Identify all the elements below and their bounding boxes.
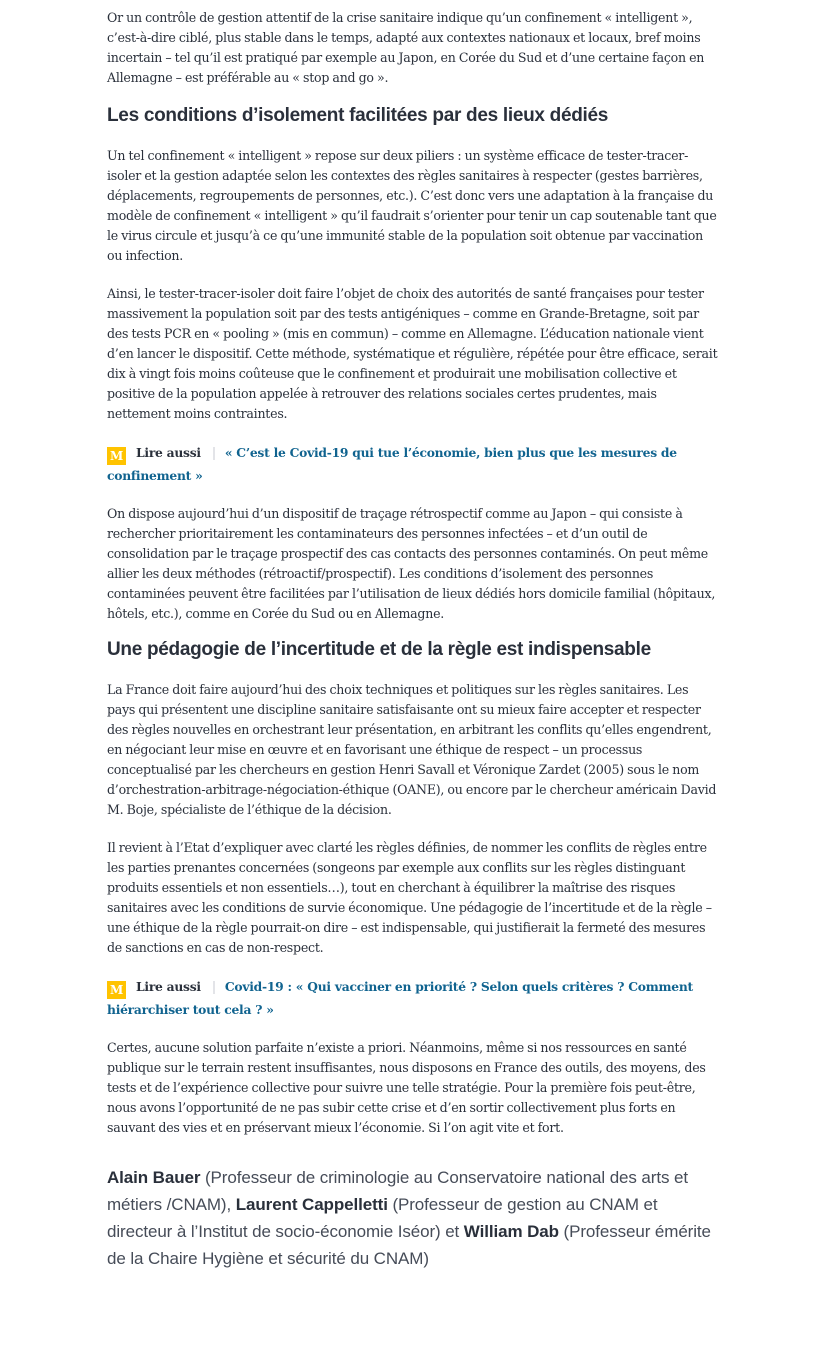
author-role: (Professeur de gestion au CNAM et directeur à l’Institut de socio-économie Iséor) et bbox=[107, 1195, 658, 1241]
separator: | bbox=[211, 979, 216, 994]
author-name: Laurent Cappelletti bbox=[235, 1195, 388, 1214]
read-also-block bbox=[107, 442, 719, 486]
author-name: Alain Bauer bbox=[107, 1168, 201, 1187]
separator: | bbox=[211, 445, 216, 460]
article-body bbox=[107, 0, 719, 1272]
le-monde-logo-icon: M bbox=[107, 981, 126, 999]
author-role: (Professeur émérite de la Chaire Hygiène et sécurité du CNAM) bbox=[107, 1222, 711, 1268]
paragraph: La France doit faire aujourd’hui des choix techniques et politiques sur les règles sanitaires. Les pays qui présentent une discipline sanitaire satisfaisante ont su mieux faire accepter et respecter des règles nouvelles en orchestrant leur présentation, en arbitrant les conflits qu’elles engendrent, en négociant leur mise en œuvre et en favorisant une éthique de respect – un processus conceptualisé par les chercheurs en gestion Henri Savall et Véronique Zardet (2005) sous le nom d’orchestration-arbitrage-négociation-éthique (OANE), ou encore par le chercheur américain David M. Boje, spécialiste de l’éthique de la décision. bbox=[107, 682, 717, 817]
author-name: William Dab bbox=[463, 1222, 559, 1241]
paragraph: Un tel confinement « intelligent » repose sur deux piliers : un système efficace de tester-tracer-isoler et la gestion adaptée selon les contextes des règles sanitaires à respecter (gestes barrières, déplacements, regroupements de personnes, etc.). C’est donc vers une adaptation à la française du modèle de confinement « intelligent » qu’il faudrait s’orienter pour tenir un cap soutenable tant que le virus circule et jusqu’à ce qu’une immunité stable de la population soit obtenue par vaccination ou infection. bbox=[107, 148, 717, 263]
paragraph: On dispose aujourd’hui d’un dispositif de traçage rétrospectif comme au Japon – qui consiste à rechercher prioritairement les contaminateurs des personnes infectées – et d’un outil de consolidation par le traçage prospectif des cas contacts des personnes contaminés. On peut même allier les deux méthodes (rétroactif/prospectif). Les conditions d’isolement des personnes contaminées peuvent être facilitées par l’utilisation de lieux dédiés hors domicile familial (hôpitaux, hôtels, etc.), comme en Corée du Sud ou en Allemagne. bbox=[107, 506, 716, 621]
read-also-link[interactable]: Covid-19 : « Qui vacciner en priorité ? Selon quels critères ? Comment hiérarchiser tout cela ? » bbox=[107, 979, 693, 1017]
author-credits bbox=[107, 1164, 719, 1272]
le-monde-logo-icon: M bbox=[107, 447, 126, 465]
paragraph: Certes, aucune solution parfaite n’existe a priori. Néanmoins, même si nos ressources en santé publique sur le terrain restent insuffisantes, nous disposons en France des outils, des moyens, des tests et de l’expérience collective pour suivre une telle stratégie. Pour la première fois peut-être, nous avons l’opportunité de ne pas subir cette crise et d’en sortir collectivement plus forts en sauvant des vies et en préservant mieux l’économie. Si l’on agit vite et fort. bbox=[107, 1040, 706, 1135]
paragraph: Or un contrôle de gestion attentif de la crise sanitaire indique qu’un confinement « intelligent », c’est-à-dire ciblé, plus stable dans le temps, adapté aux contextes nationaux et locaux, bref moins incertain – tel qu’il est pratiqué par exemple au Japon, en Corée du Sud et d’une certaine façon en Allemagne – est préférable au « stop and go ». bbox=[107, 10, 705, 85]
paragraph: Ainsi, le tester-tracer-isoler doit faire l’objet de choix des autorités de santé françaises pour tester massivement la population soit par des tests antigéniques – comme en Grande-Bretagne, soit par des tests PCR en « pooling » (mis en commun) – comme en Allemagne. L’éducation nationale vient d’en lancer le dispositif. Cette méthode, systématique et régulière, répétée pour être efficace, serait dix à vingt fois moins coûteuse que le confinement et produirait une mobilisation collective et positive de la population appelée à retrouver des relations sociales certes prudentes, mais nettement moins contraintes. bbox=[107, 286, 718, 421]
paragraph: Il revient à l’Etat d’expliquer avec clarté les règles définies, de nommer les conflits de règles entre les parties prenantes concernées (songeons par exemple aux conflits sur les règles distinguant produits essentiels et non essentiels…), tout en cherchant à équilibrer la maîtrise des risques sanitaires avec les conditions de survie économique. Une pédagogie de l’incertitude et de la règle – une éthique de la règle pourrait-on dire – est indispensable, qui justifierait la fermeté des mesures de sanctions en cas de non-respect. bbox=[107, 840, 712, 955]
section-heading: Une pédagogie de l’incertitude et de la règle est indispensable bbox=[107, 639, 651, 660]
section-heading: Les conditions d’isolement facilitées par des lieux dédiés bbox=[107, 105, 609, 126]
author-role: (Professeur de criminologie au Conservatoire national des arts et métiers /CNAM), bbox=[107, 1168, 688, 1214]
read-also-link[interactable]: « C’est le Covid-19 qui tue l’économie, bien plus que les mesures de confinement » bbox=[107, 445, 677, 483]
read-also-label: Lire aussi bbox=[136, 979, 201, 994]
read-also-block bbox=[107, 976, 719, 1020]
read-also-label: Lire aussi bbox=[136, 445, 201, 460]
